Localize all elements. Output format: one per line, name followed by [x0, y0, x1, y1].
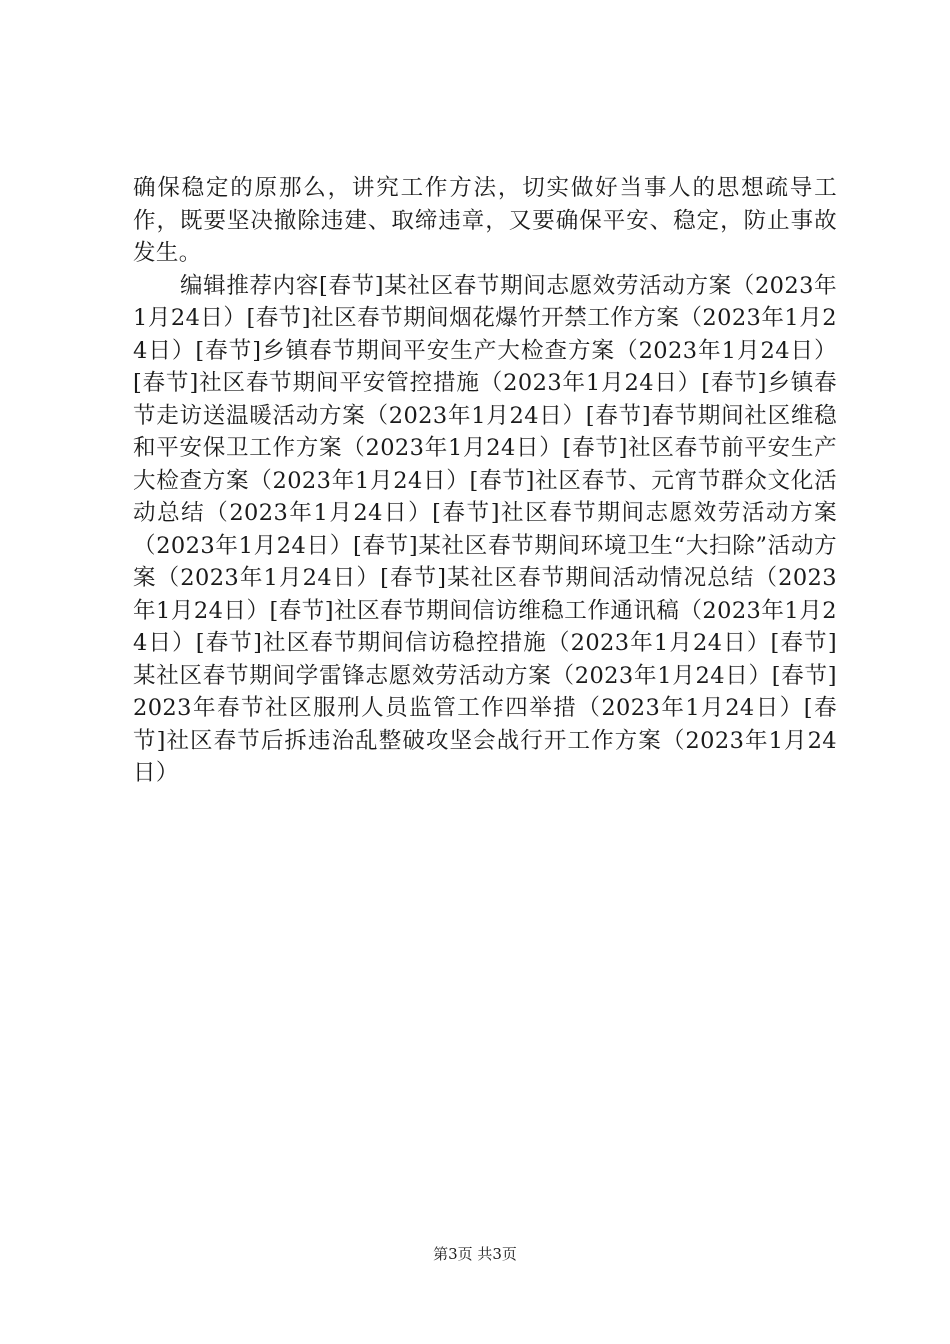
document-body [133, 172, 837, 790]
page-footer [0, 1244, 950, 1264]
page-number: 第3页 共3页 [433, 1245, 517, 1263]
paragraph-recommended-content: 编辑推荐内容[春节]某社区春节期间志愿效劳活动方案（2023年1月24日）[春节]社区春节期间烟花爆竹开禁工作方案（2023年1月24日）[春节]乡镇春节期间平安生产大检查方案（2023年1月24日）[春节]社区春节期间平安管控措施（2023年1月24日）[春节]乡镇春节走访送温暖活动方案（2023年1月24日）[春节]春节期间社区维稳和平安保卫工作方案（2023年1月24日）[春节]社区春节前平安生产大检查方案（2023年1月24日）[春节]社区春节、元宵节群众文化活动总结（2023年1月24日）[春节]社区春节期间志愿效劳活动方案（2023年1月24日）[春节]某社区春节期间环境卫生“大扫除”活动方案（2023年1月24日）[春节]某社区春节期间活动情况总结（2023年1月24日）[春节]社区春节期间信访维稳工作通讯稿（2023年1月24日）[春节]社区春节期间信访稳控措施（2023年1月24日）[春节]某社区春节期间学雷锋志愿效劳活动方案（2023年1月24日）[春节]2023年春节社区服刑人员监管工作四举措（2023年1月24日）[春节]社区春节后拆违治乱整破攻坚会战行开工作方案（2023年1月24日） [133, 272, 837, 786]
paragraph-continuation: 确保稳定的原那么，讲究工作方法，切实做好当事人的思想疏导工作，既要坚决撤除违建、取缔违章，又要确保平安、稳定，防止事故发生。 [133, 175, 837, 266]
